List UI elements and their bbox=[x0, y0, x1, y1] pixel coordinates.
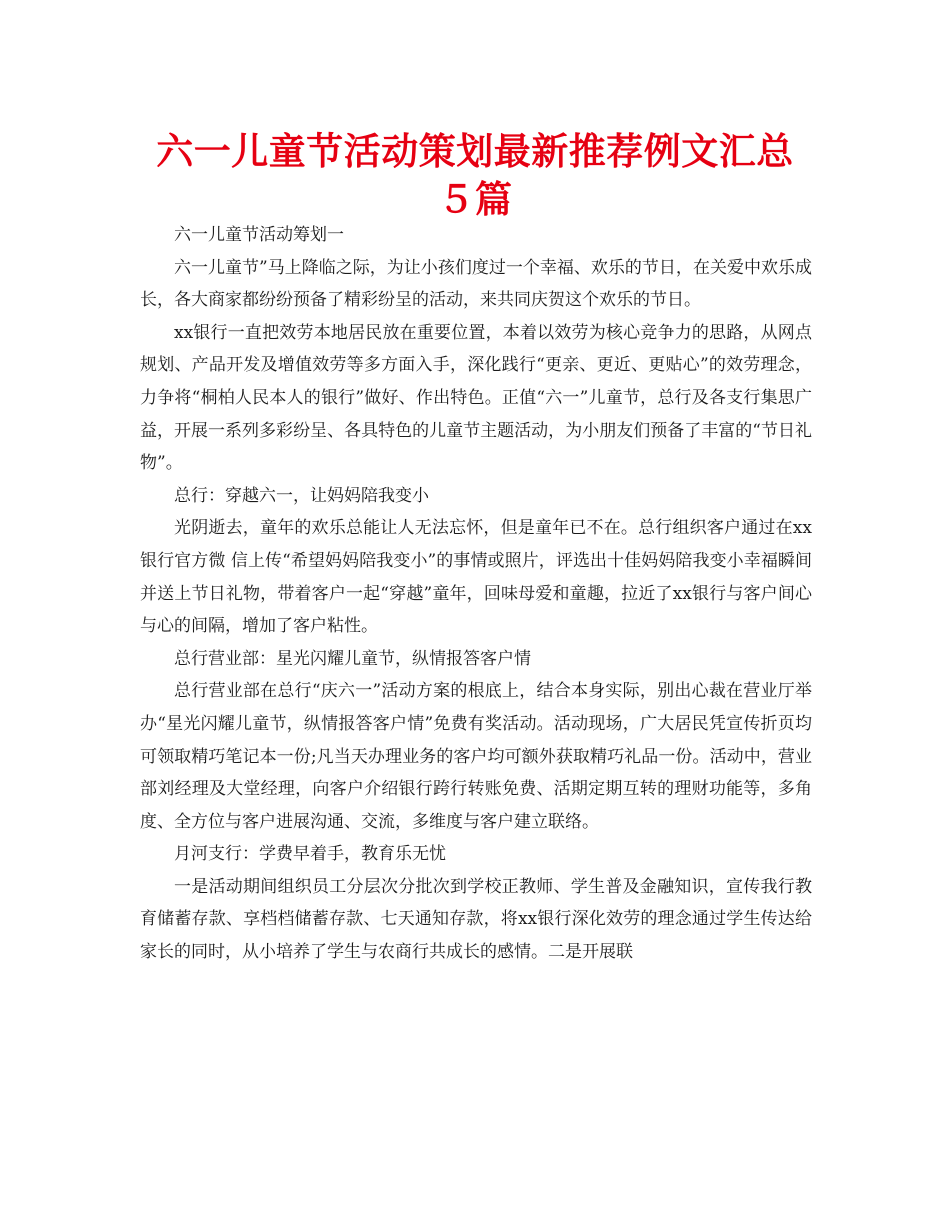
document-body bbox=[140, 219, 812, 969]
section-heading: 总行营业部：星光闪耀儿童节，纵情报答客户情 bbox=[174, 648, 531, 669]
section-heading: 总行：穿越六一，让妈妈陪我变小 bbox=[174, 485, 429, 506]
section-heading: 月河支行：学费早着手，教育乐无忧 bbox=[174, 844, 446, 865]
body-paragraph: 总行营业部在总行“庆六一”活动方案的根底上，结合本身实际，别出心裁在营业厅举办“星光闪耀儿童节，纵情报答客户情”免费有奖活动。活动现场，广大居民凭宣传折页均可领取精巧笔记本一份;凡当天办理业务的客户均可额外获取精巧礼品一份。活动中，营业部刘经理及大堂经理，向客户介绍银行跨行转账免费、活期定期互转的理财功能等，多角度、全方位与客户进展沟通、交流，多维度与客户建立联络。 bbox=[140, 681, 812, 832]
document-title: 六一儿童节活动策划最新推荐例文汇总５篇 bbox=[156, 130, 794, 221]
body-paragraph: xx银行一直把效劳本地居民放在重要位置，本着以效劳为核心竞争力的思路，从网点规划、产品开发及增值效劳等多方面入手，深化践行“更亲、更近、更贴心”的效劳理念，力争将“桐柏人民本人的银行”做好、作出特色。正值“六一”儿童节，总行及各支行集思广益，开展一系列多彩纷呈、各具特色的儿童节主题活动，为小朋友们预备了丰富的“节日礼物”。 bbox=[140, 322, 812, 474]
body-paragraph: 六一儿童节”马上降临之际，为让小孩们度过一个幸福、欢乐的节日，在关爱中欢乐成长，各大商家都纷纷预备了精彩纷呈的活动，来共同庆贺这个欢乐的节日。 bbox=[140, 257, 812, 311]
section-heading: 六一儿童节活动筹划一 bbox=[174, 225, 344, 245]
body-paragraph: 光阴逝去，童年的欢乐总能让人无法忘怀，但是童年已不在。总行组织客户通过在xx银行官方微 信上传“希望妈妈陪我变小”的事情或照片，评选出十佳妈妈陪我变小幸福瞬间并送上节日礼物，带着客户一起“穿越”童年，回味母爱和童趣，拉近了xx银行与客户间心与心的间隔，增加了客户粘性。 bbox=[140, 518, 812, 637]
body-paragraph: 一是活动期间组织员工分层次分批次到学校正教师、学生普及金融知识，宣传我行教育储蓄存款、享档档储蓄存款、七天通知存款，将xx银行深化效劳的理念通过学生传达给家长的同时，从小培养了学生与农商行共成长的感情。二是开展联 bbox=[140, 876, 812, 963]
